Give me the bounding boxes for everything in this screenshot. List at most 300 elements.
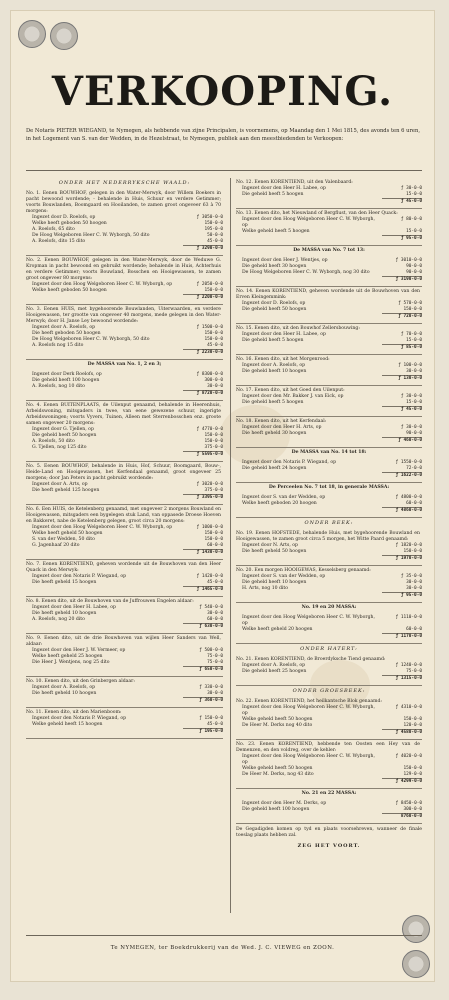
- bid-label: [26, 245, 183, 252]
- lot-entry: [26, 634, 223, 677]
- bid-amount: ƒ 3395-0-0: [183, 494, 223, 501]
- bid-label: Die heeft geheld 125 hoogen: [32, 488, 100, 493]
- bid-label: [26, 390, 183, 397]
- bid-amount: 150-0-0: [204, 531, 223, 536]
- bid-amount: 129-0-0: [403, 772, 422, 777]
- lot-description: No. 9. Eenen dito, uit de drie Bouwhoven van wijlen Heer Sanders van Well, aldaar:: [26, 636, 221, 647]
- bid-label: [26, 728, 183, 735]
- total-row: [236, 235, 422, 242]
- divider: [26, 935, 422, 936]
- bid-row: [236, 615, 422, 627]
- lot-entry: [26, 505, 223, 560]
- bid-amount: 60-0-0: [406, 501, 422, 506]
- bid-label: [236, 507, 382, 514]
- lot-description: No. 4. Eenen BUITENPLAATS, de Uilenput genaamd, behalende in Heerenhuis, Arbeidswoning, mitsgaders in twee, van eene gewezene schuur, ingerigte Arbeidswoningen; voorts Vyvers, Tuinen, Alleen met Sterrenbosschen enz. groote samen ongeveer 20 morgens:: [26, 403, 221, 426]
- massa-heading: De MASSA van No. 14 tot 18:: [291, 450, 367, 455]
- bid-amount: ƒ 195-0-0: [183, 728, 223, 735]
- bid-label: Ingezet door den Notaris P. Wiegand, op: [242, 460, 337, 465]
- bid-amount: 8760-0-0: [382, 813, 422, 820]
- lot-entry: [236, 178, 422, 209]
- bid-amount: 75-0-0: [207, 654, 223, 659]
- bid-label: Ingezet door den Hoog Welgeboren Heer C. W. Wyborgh, op: [242, 217, 375, 228]
- bid-amount: ƒ 330-0-0: [199, 685, 223, 690]
- bid-amount: ƒ 1170-0-0: [382, 633, 422, 640]
- bid-amount: ƒ 8450-0-0: [395, 801, 422, 806]
- bid-label: Die heeft geheld 30 hoogen: [242, 431, 307, 436]
- bid-label: Die Heer J. Wentjens, nog 25 dito: [32, 660, 110, 665]
- bid-label: S. van der Wedden, 50 dito: [32, 537, 95, 542]
- bid-label: Ingezet door den Heer J. W. Vermeer, op: [32, 648, 126, 653]
- bid-amount: ƒ 1970-0-0: [382, 555, 422, 562]
- total-row: [236, 675, 422, 682]
- total-row: [236, 198, 422, 205]
- bid-amount: 150-0-0: [204, 288, 223, 293]
- lot-description: No. 16. Eenen dito, uit het Morgenrood:: [236, 357, 330, 362]
- bid-label: Die geheld heeft 50 hoogen: [242, 307, 307, 312]
- bid-label: Ingezet door A. Arts, op: [32, 482, 88, 487]
- bid-amount: ƒ 150-0-0: [199, 716, 223, 721]
- bid-label: Ingezet door den Heer H. Labee, op: [242, 186, 326, 191]
- bid-amount: ƒ 1110-0-0: [395, 615, 422, 620]
- bid-amount: ƒ 85-0-0: [382, 344, 422, 351]
- bid-amount: ƒ 30-0-0: [400, 186, 422, 191]
- lot-entry: [236, 740, 422, 789]
- bid-amount: 60-0-0: [207, 617, 223, 622]
- bid-amount: 30-0-0: [406, 580, 422, 585]
- bid-label: Die geheld heeft 10 hoogen: [242, 580, 307, 585]
- lot-description: No. 14. Eenen KORENTIEND, geheven wordende uit de Bouwhoven van den Erven Kleingemmink:: [236, 289, 420, 300]
- printer-footer: Te NYMEGEN, ter Boekdrukkerij van de Wed. J. C. VIEWEG en ZOON.: [110, 945, 335, 951]
- bid-amount: ƒ 4800-0-0: [395, 495, 422, 500]
- bid-amount: 45-0-0: [207, 343, 223, 348]
- bid-amount: 30-0-0: [207, 611, 223, 616]
- bid-label: Ingezet door den Heer H. Labee, op: [32, 605, 116, 610]
- bid-amount: ƒ 1240-0-0: [395, 663, 422, 668]
- bid-amount: ƒ 1420-0-0: [196, 574, 223, 579]
- bid-amount: 15-0-0: [406, 338, 422, 343]
- bid-amount: 120-0-0: [403, 723, 422, 728]
- bid-amount: 150-0-0: [204, 337, 223, 342]
- bid-label: Ingezet door den Notaris P. Wiegand, op: [32, 574, 127, 579]
- massa-heading: De MASSA van No. 1, 2 en 3;: [87, 362, 162, 367]
- massa-heading: De MASSA van No. 7 tot 13:: [293, 248, 365, 253]
- total-row: [236, 507, 422, 514]
- bid-label: H. Arts, nog 10 dito: [242, 586, 289, 591]
- bid-label: Ingezet door den Hoog Welgeboren Heer C. W. Wyborgh, op: [32, 282, 173, 287]
- bid-label: Die heeft geheld 50 hoogen: [242, 549, 307, 554]
- intro-paragraph: De Notaris PIETER WIEGAND, te Nymegen, als hebbende van zijne Principalen, is voornemens, op Maandag den 1 Mei 1815, des avonds ten 6 uren, in het Logement van S. van der Wedden, in de Hezelstraat, te Nymegen, publiek aan den meestbiedenden te Verkoopen:: [26, 128, 420, 142]
- lot-entry: [26, 462, 223, 505]
- bid-label: [236, 406, 382, 413]
- bid-amount: ƒ 8300-0-0: [196, 372, 223, 377]
- bid-amount: 30-0-0: [406, 586, 422, 591]
- total-row: [26, 586, 223, 593]
- bid-amount: ƒ 3010-0-0: [395, 258, 422, 263]
- bid-label: Ingezet door S. van der Wedden, op: [242, 574, 326, 579]
- bid-amount: ƒ 1820-0-0: [395, 543, 422, 548]
- total-row: [26, 390, 223, 397]
- bid-label: Welke heeft geheld 25 hoogen: [32, 654, 103, 659]
- total-row: [236, 437, 422, 444]
- bid-label: [26, 623, 183, 630]
- bid-label: Ingezet door A. Roelofs, op: [32, 685, 96, 690]
- total-row: [26, 451, 223, 458]
- bid-label: Ingezet door den Heer J. Wentjes, op: [242, 258, 328, 263]
- bid-amount: 150-0-0: [204, 433, 223, 438]
- bid-amount: ƒ 4860-0-0: [382, 507, 422, 514]
- total-row: [236, 276, 422, 283]
- total-row: [236, 778, 422, 785]
- total-row: [26, 349, 223, 356]
- bid-amount: ƒ 3290-0-0: [183, 245, 223, 252]
- bid-amount: 15-0-0: [406, 400, 422, 405]
- bid-amount: ƒ 2230-0-0: [183, 349, 223, 356]
- bid-label: Ingezet door D. Roelofs, op: [242, 301, 306, 306]
- bid-label: A. Roelofs nog 15 dito: [32, 343, 84, 348]
- divider: [26, 170, 422, 171]
- bid-amount: 90-0-0: [406, 431, 422, 436]
- bid-label: Welke geheld heeft 15 hoogen: [32, 722, 103, 727]
- total-row: [236, 633, 422, 640]
- bid-row: [236, 754, 422, 766]
- bid-label: [236, 555, 382, 562]
- bid-amount: 150-0-0: [204, 331, 223, 336]
- bid-label: Die geheld heeft 25 hoogen: [242, 669, 307, 674]
- total-row: [236, 344, 422, 351]
- lot-entry: [26, 256, 223, 305]
- bid-label: De Heer M. Derks nog 40 dito: [242, 723, 313, 728]
- bid-amount: ƒ 35-0-0: [400, 574, 422, 579]
- bid-amount: ƒ 4310-0-0: [395, 705, 422, 710]
- bid-label: A. Roelofs, 50 dito: [32, 439, 75, 444]
- bid-amount: ƒ 80-0-0: [400, 217, 422, 222]
- lot-entry: [236, 209, 422, 246]
- lot-description: No. 10. Eenen dito, uit den Grinbergen aldaar:: [26, 679, 135, 684]
- bid-amount: ƒ 540-0-0: [199, 605, 223, 610]
- lot-description: No. 20. Een morgen HOOIGEWAS, Kesselsberg genaamd:: [236, 568, 371, 573]
- total-row: [236, 472, 422, 479]
- bid-label: [26, 697, 183, 704]
- bid-amount: 50-0-0: [207, 233, 223, 238]
- lot-description: No. 5. Eenen BOUWHOF, behalende in Huis, Hof, Schuur, Boomgaard, Bouw-, Heide-Land en Hooigewassen, het Kerfendaal genaamd, groot ongeveer 25 morgens; door Jan Peters in pacht gebruikt wordende:: [26, 464, 221, 481]
- bid-label: De Heer M. Derks, nog 43 dito: [242, 772, 314, 777]
- bid-label: [26, 549, 183, 556]
- bid-amount: ƒ 650-0-0: [183, 666, 223, 673]
- bid-label: [236, 437, 382, 444]
- bid-amount: 300-0-0: [403, 807, 422, 812]
- total-row: [236, 729, 422, 736]
- bid-label: [236, 276, 382, 283]
- bid-amount: ƒ 2200-0-0: [183, 294, 223, 301]
- lot-description: No. 8. Eenen dito, uit de Bouwhoven van de Juffrouwen Engelen aldaar:: [26, 599, 194, 604]
- lot-description: No. 15. Eenen dito, uit den Bouwhof Zellersbouwing:: [236, 326, 360, 331]
- total-row: [26, 697, 223, 704]
- lot-description: No. 2. Eenen BOUWHOF, gelegen in den Water-Merwyk, door de Weduwe G. Kropman in pacht bewoond en gebruikt wordende; behalende in Huis, Achterhuis en verdere Getimmer; voorts Bouwland, Bosschen en Hooigewassen, te zamen groot ongeveer 80 morgens:: [26, 258, 221, 281]
- column-divider: [230, 178, 231, 913]
- bid-amount: 15-0-0: [406, 229, 422, 234]
- bid-label: [26, 666, 183, 673]
- bid-amount: ƒ 95-0-0: [382, 592, 422, 599]
- bid-amount: 60-0-0: [406, 627, 422, 632]
- lot-entry: [236, 324, 422, 355]
- bid-amount: 45-0-0: [207, 580, 223, 585]
- bid-label: Ingezet door A. Roelofs, op: [32, 325, 96, 330]
- total-row: [236, 375, 422, 382]
- bid-amount: 75-0-0: [207, 660, 223, 665]
- massa-bids: [236, 493, 422, 518]
- bid-label: Welke heeft geboden 50 hoogen: [32, 288, 107, 293]
- bid-label: Die geheld heeft 50 hoogen: [32, 433, 97, 438]
- lot-entry: [26, 401, 223, 462]
- bid-label: Ingezet door den Heer M. Derks, op: [242, 801, 327, 806]
- section-heading: ONDER HET NEDERRYKSCHE WAALD:: [58, 180, 191, 186]
- lot-description: No. 6. Een HUIS, de Ketelenberg genaamd, met ongeveer 2 morgens Bouwland en Hooigewassen, mitsgaders een bygelegen stuk Land, van oppasede Droese Hoeven en Bakkeret, nabe de Ketelenberg gelegen, groot circa 20 morgens:: [26, 507, 221, 524]
- bid-amount: ƒ 1500-0-0: [196, 325, 223, 330]
- lot-entry: [236, 355, 422, 386]
- bid-label: Welke heeft geheld 20 hoogen: [242, 627, 313, 632]
- total-row: [26, 549, 223, 556]
- bid-label: [26, 294, 183, 301]
- lot-description: No. 13. Eenen dito, het Nieuwland of Bergflust, van den Heer Quack:: [236, 211, 398, 216]
- bid-label: Die heeft geboden 50 hoogen: [32, 331, 101, 336]
- bid-amount: ƒ 3020-0-0: [196, 482, 223, 487]
- bid-amount: ƒ 70-0-0: [400, 332, 422, 337]
- lot-description: No. 12. Eenen KORENTIEND, uit den Valenbaard:: [236, 180, 353, 185]
- bid-label: De Hoog Welgeboren Heer C. W. Wyborgh, 50 dito: [32, 337, 150, 342]
- bid-label: [236, 344, 382, 351]
- bid-amount: 150-0-0: [204, 439, 223, 444]
- bid-amount: 90-0-0: [406, 270, 422, 275]
- seal-stamp-icon: [50, 22, 78, 50]
- bid-amount: ƒ 4580-0-0: [382, 729, 422, 736]
- bid-amount: 150-0-0: [204, 221, 223, 226]
- lot-description: No. 19. Eenen HOFSTEDE, behalende Huis, met bygehoorende Bouwland en Hooigewassen, te zamen groot circa 5 morgen, het Witte Paard genaamd:: [236, 531, 420, 542]
- total-row: [236, 406, 422, 413]
- bid-amount: ƒ 30-0-0: [400, 394, 422, 399]
- bid-amount: ƒ 4299-0-0: [382, 778, 422, 785]
- bid-label: Ingezet door den Hoog Welgeboren Heer C. W. Wyborgh, op: [32, 525, 173, 530]
- lot-entry: [26, 305, 223, 360]
- bid-label: [236, 472, 382, 479]
- total-row: [26, 666, 223, 673]
- right-column: [236, 178, 422, 849]
- bid-amount: ƒ 500-0-0: [199, 648, 223, 653]
- seal-stamp-icon: [402, 950, 430, 978]
- bid-amount: ƒ 1000-0-0: [196, 525, 223, 530]
- bid-label: A. Roelofs, dito 15 dito: [32, 239, 86, 244]
- total-row: [236, 592, 422, 599]
- total-row: [26, 494, 223, 501]
- bid-amount: 45-0-0: [207, 722, 223, 727]
- bid-amount: ƒ 460-0-0: [382, 437, 422, 444]
- lot-entry: [26, 189, 223, 256]
- bid-amount: ƒ 8720-0-0: [183, 390, 223, 397]
- bid-amount: ƒ 2050-0-0: [196, 282, 223, 287]
- lot-description: No. 23. Eenen KORENTIEND, hebbende ten Oosten een Hey van de Demenzen, en den voldreg, over de kehler:: [236, 742, 420, 753]
- bid-label: [236, 235, 382, 242]
- bid-label: [26, 586, 183, 593]
- total-row: [26, 623, 223, 630]
- lot-description: No. 17. Eenen dito, uit het Goed den Uilenput:: [236, 388, 345, 393]
- bid-label: Die geheld heeft 100 hoogen: [242, 807, 310, 812]
- bid-label: G. Jagenhaaf 20 dito: [32, 543, 80, 548]
- total-row: [236, 555, 422, 562]
- bid-row: [236, 217, 422, 229]
- bid-label: Ingezet door A. Roelofs, op: [242, 363, 306, 368]
- bid-label: Die geheld heeft 5 hoogen: [242, 192, 304, 197]
- massa-bids: [26, 370, 223, 401]
- bid-label: A. Roelofs, nog 20 dito: [32, 617, 85, 622]
- bid-label: [236, 198, 382, 205]
- bid-amount: 30-0-0: [207, 384, 223, 389]
- bid-amount: 30-0-0: [406, 369, 422, 374]
- lot-entry: [236, 655, 422, 686]
- bid-row: [236, 705, 422, 717]
- lot-entry: [26, 597, 223, 634]
- bid-amount: ƒ 3050-0-0: [196, 215, 223, 220]
- bid-label: Ingezet door A. Roelofs, op: [242, 663, 306, 668]
- bid-amount: 150-0-0: [403, 307, 422, 312]
- bid-label: Ingezet door den Hoog Welgeboren Heer C. W. Wyborgh, op: [242, 615, 375, 626]
- lot-description: No. 1. Eenen BOUWHOF, gelegen in den Water-Merwyk, door Willem Boekers in pacht bewoond wordende; - behalende in Huis, Schuur en verdere Getimmer; voorts Bouwlanden, Boomgaard en Hooilanden, te zamen groot ongeveer 63 à 70 morgens:: [26, 191, 221, 214]
- bid-amount: 375-0-0: [204, 445, 223, 450]
- bid-label: Ingezet door D. Roelofs, op: [32, 215, 96, 220]
- bid-amount: ƒ 1430-0-0: [183, 549, 223, 556]
- closing-slogan: ZEG HET VOORT.: [297, 843, 361, 849]
- bid-label: A. Roelofs, 65 dito: [32, 227, 75, 232]
- bid-label: [236, 675, 382, 682]
- bid-label: Welke heeft geheld 50 hoogen: [32, 531, 103, 536]
- bid-label: Die geheld heeft 10 hoogen: [242, 369, 307, 374]
- bid-amount: 150-0-0: [403, 766, 422, 771]
- bid-label: [236, 633, 382, 640]
- bid-label: Welke heeft geboden 50 hoogen: [32, 221, 107, 226]
- bid-label: Ingezet door den Hoog Welgeboren Heer C. W. Wyborgh, op: [242, 754, 375, 765]
- bid-amount: ƒ 30-0-0: [400, 425, 422, 430]
- bid-label: Ingezet door den Notaris P. Wiegand, op: [32, 716, 127, 721]
- bid-label: [26, 451, 183, 458]
- lot-description: No. 3. Eenen HUIS, met bygehoorende Bouwlanden, Uiterwaarden, en verdere Hooigewassen, ter grootte van ongeveer 40 morgens, mede gelegen in den Water-Merwyk; door H. Janse Ley bewoond wordende:: [26, 307, 221, 324]
- bid-amount: 195-0-0: [204, 227, 223, 232]
- bid-label: [236, 592, 382, 599]
- lot-entry: [236, 287, 422, 324]
- bid-label: Ingezet door den Mr. Bakker J. van Eick, op: [242, 394, 344, 399]
- lot-entry: [26, 708, 223, 739]
- seal-stamp-icon: [402, 915, 430, 943]
- massa-bids: [236, 458, 422, 483]
- bid-label: Ingezet door Derk Roelofs, op: [32, 372, 102, 377]
- lot-description: No. 22. Eenen KORENTIEND, het heilkantsche Blok genaamd:: [236, 699, 382, 704]
- bid-amount: 300-0-0: [204, 378, 223, 383]
- bid-label: [236, 813, 382, 820]
- bid-amount: ƒ 720-0-0: [382, 313, 422, 320]
- bid-amount: 60-0-0: [207, 543, 223, 548]
- lot-description: No. 18. Eenen dito, uit het Kerfendaal:: [236, 419, 327, 424]
- bid-label: Die geheld heeft 30 hoogen: [242, 264, 307, 269]
- bid-amount: ƒ 5595-0-0: [183, 451, 223, 458]
- total-row: [236, 313, 422, 320]
- bid-amount: 15-0-0: [406, 192, 422, 197]
- massa-heading: De Perceelen No. 7 tot 18, in generale MASSA:: [268, 485, 390, 490]
- massa-bids: [236, 799, 422, 824]
- bid-label: Die heeft geheld 10 hoogen: [32, 691, 97, 696]
- section-heading: ONDER BEEK:: [304, 520, 354, 526]
- bid-label: [26, 494, 183, 501]
- bid-amount: ƒ 570-0-0: [398, 301, 422, 306]
- bid-amount: 150-0-0: [403, 549, 422, 554]
- bid-label: Ingezet door N. Arts, op: [242, 543, 298, 548]
- bid-label: Ingezet door den Heer H. Arts, op: [242, 425, 322, 430]
- massa-heading: No. 21 en 22 MASSA:: [301, 791, 357, 796]
- bid-amount: ƒ 630-0-0: [183, 623, 223, 630]
- bid-label: Die heeft geheld 10 hoogen: [32, 611, 97, 616]
- seal-stamp-icon: [18, 20, 46, 48]
- section-heading: ONDER GROESBEEK:: [292, 688, 366, 694]
- bid-amount: ƒ 3190-0-0: [382, 276, 422, 283]
- bid-label: Die geheld heeft 100 hoogen: [32, 378, 100, 383]
- massa-heading: No. 19 en 20 MASSA:: [301, 605, 357, 610]
- lot-entry: [26, 560, 223, 597]
- left-column: [26, 178, 223, 739]
- bid-amount: ƒ 1315-0-0: [382, 675, 422, 682]
- lot-description: No. 11. Eenen dito, uit den Marienboom:: [26, 710, 122, 715]
- bid-label: [236, 778, 382, 785]
- bid-amount: 30-0-0: [207, 691, 223, 696]
- bid-label: Die heeft geheld 15 hoogen: [32, 580, 97, 585]
- bid-amount: ƒ 1550-0-0: [395, 460, 422, 465]
- bid-label: [26, 349, 183, 356]
- bid-amount: ƒ 360-0-0: [183, 697, 223, 704]
- bid-label: G. Tjellen, nog 125 dito: [32, 445, 87, 450]
- lot-entry: [236, 566, 422, 603]
- bid-label: Die geheld heeft 5 hoogen: [242, 400, 304, 405]
- poster-title: VERKOOPING.: [51, 68, 394, 115]
- lot-entry: [236, 386, 422, 417]
- massa-bids: [236, 613, 422, 644]
- bid-label: De Hoog Welgeboren Heer C. W. Wyborgh, nog 30 dito: [242, 270, 370, 275]
- bid-amount: ƒ 100-0-0: [398, 363, 422, 368]
- total-row: [26, 294, 223, 301]
- bid-label: A. Roelofs, nog 10 dito: [32, 384, 85, 389]
- bid-label: [236, 313, 382, 320]
- bid-amount: 72-0-0: [406, 466, 422, 471]
- bid-label: [236, 375, 382, 382]
- bid-label: [236, 729, 382, 736]
- bid-label: Welke geheld heeft 5 hoogen: [242, 229, 310, 234]
- poster-sheet: [10, 10, 435, 982]
- total-row: [236, 813, 422, 820]
- bid-amount: ƒ 45-0-0: [382, 198, 422, 205]
- bid-amount: 150-0-0: [204, 537, 223, 542]
- bid-amount: 90-0-0: [406, 264, 422, 269]
- lot-description: No. 7. Eenen KORENTIEND, geheven wordende uit de Bouwhoven van den Heer Quack in den Merwyk:: [26, 562, 221, 573]
- bid-label: Welke geheld heeft 50 hoogen: [242, 766, 313, 771]
- total-row: [26, 728, 223, 735]
- bid-amount: ƒ 130-0-0: [382, 375, 422, 382]
- bid-label: Ingezet door G. Tjellen, op: [32, 427, 94, 432]
- bid-amount: ƒ 1622-0-0: [382, 472, 422, 479]
- bid-amount: ƒ 45-0-0: [382, 406, 422, 413]
- bid-amount: 150-0-0: [403, 717, 422, 722]
- lot-description: No. 21. Eenen KORENTIEND, de Broerdyksche Tiend genaamd:: [236, 657, 386, 662]
- lot-entry: [236, 529, 422, 566]
- lot-entry: [26, 677, 223, 708]
- bid-label: Welke heeft geboden 20 hoogen: [242, 501, 317, 506]
- bid-amount: ƒ 4020-0-0: [395, 754, 422, 759]
- total-row: [26, 245, 223, 252]
- closing-note: De Gegadigden komen op tyd en plaats voorsehreven, wanneer de finale toeslag plaats hebben zal.: [236, 827, 422, 838]
- bid-label: Welke geheld heeft 50 hoogen: [242, 717, 313, 722]
